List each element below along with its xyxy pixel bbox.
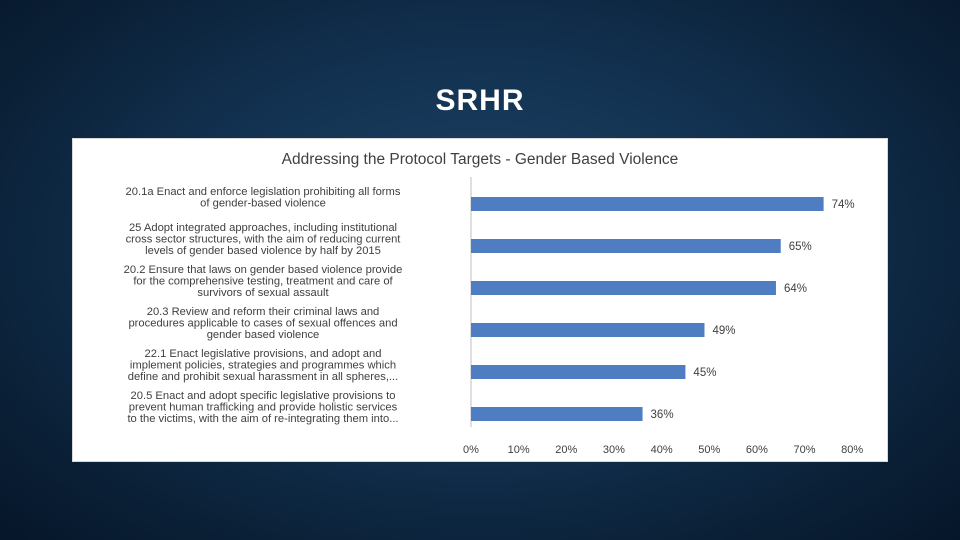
bar-chart	[73, 139, 887, 461]
x-tick-label: 70%	[793, 444, 816, 456]
category-label-line: implement policies, strategies and programmes which	[129, 359, 397, 372]
bar	[471, 365, 685, 379]
bar	[471, 323, 704, 337]
category-label-line: define and prohibit sexual harassment in all spheres,...	[127, 371, 399, 383]
category-label-line: to the victims, with the aim of re-integrating them into...	[127, 413, 399, 425]
category-label-line: procedures applicable to cases of sexual offences and	[128, 317, 398, 330]
x-tick-label: 50%	[698, 444, 721, 456]
data-label: 74%	[831, 199, 855, 211]
data-label: 64%	[783, 283, 807, 295]
category-label-line: 25 Adopt integrated approaches, including institutional	[128, 222, 398, 234]
category-label-line: 22.1 Enact legislative provisions, and adopt and	[144, 348, 382, 360]
data-label: 36%	[650, 409, 674, 421]
category-label	[126, 186, 401, 210]
x-tick-label: 10%	[507, 444, 530, 456]
category-label-line: levels of gender based violence by half by 2015	[145, 245, 381, 257]
chart-title: Addressing the Protocol Targets - Gender Based Violence	[281, 151, 679, 168]
category-label	[127, 390, 398, 425]
x-tick-label: 20%	[555, 444, 578, 456]
bar	[471, 239, 781, 253]
data-label: 49%	[712, 325, 736, 337]
x-tick-label: 60%	[745, 444, 768, 456]
category-label	[128, 306, 397, 341]
category-label	[128, 348, 399, 383]
category-label-line: 20.2 Ensure that laws on gender based violence provide	[123, 264, 403, 276]
category-label-line: 20.5 Enact and adopt specific legislative provisions to	[130, 390, 396, 402]
category-label-line: for the comprehensive testing, treatment and care of	[133, 275, 393, 288]
slide-title: SRHR	[435, 84, 525, 117]
category-label-line: of gender-based violence	[200, 197, 326, 210]
x-tick-label: 80%	[841, 444, 864, 456]
category-label	[124, 264, 403, 299]
x-tick-label: 0%	[463, 444, 479, 456]
category-label-line: 20.3 Review and reform their criminal laws and	[146, 306, 380, 318]
bar	[471, 197, 824, 211]
data-label: 45%	[693, 367, 717, 379]
x-tick-label: 40%	[650, 444, 673, 456]
bar	[471, 407, 643, 421]
category-label-line: survivors of sexual assault	[197, 287, 329, 299]
data-label: 65%	[788, 241, 812, 253]
bar	[471, 281, 776, 295]
category-label-line: 20.1a Enact and enforce legislation prohibiting all forms	[125, 186, 401, 198]
category-label-line: prevent human trafficking and provide holistic services	[128, 401, 398, 414]
category-label-line: cross sector structures, with the aim of reducing current	[125, 233, 401, 246]
category-label-line: gender based violence	[206, 329, 320, 341]
chart-container	[72, 138, 888, 462]
x-tick-label: 30%	[602, 444, 625, 456]
category-label	[126, 222, 402, 257]
